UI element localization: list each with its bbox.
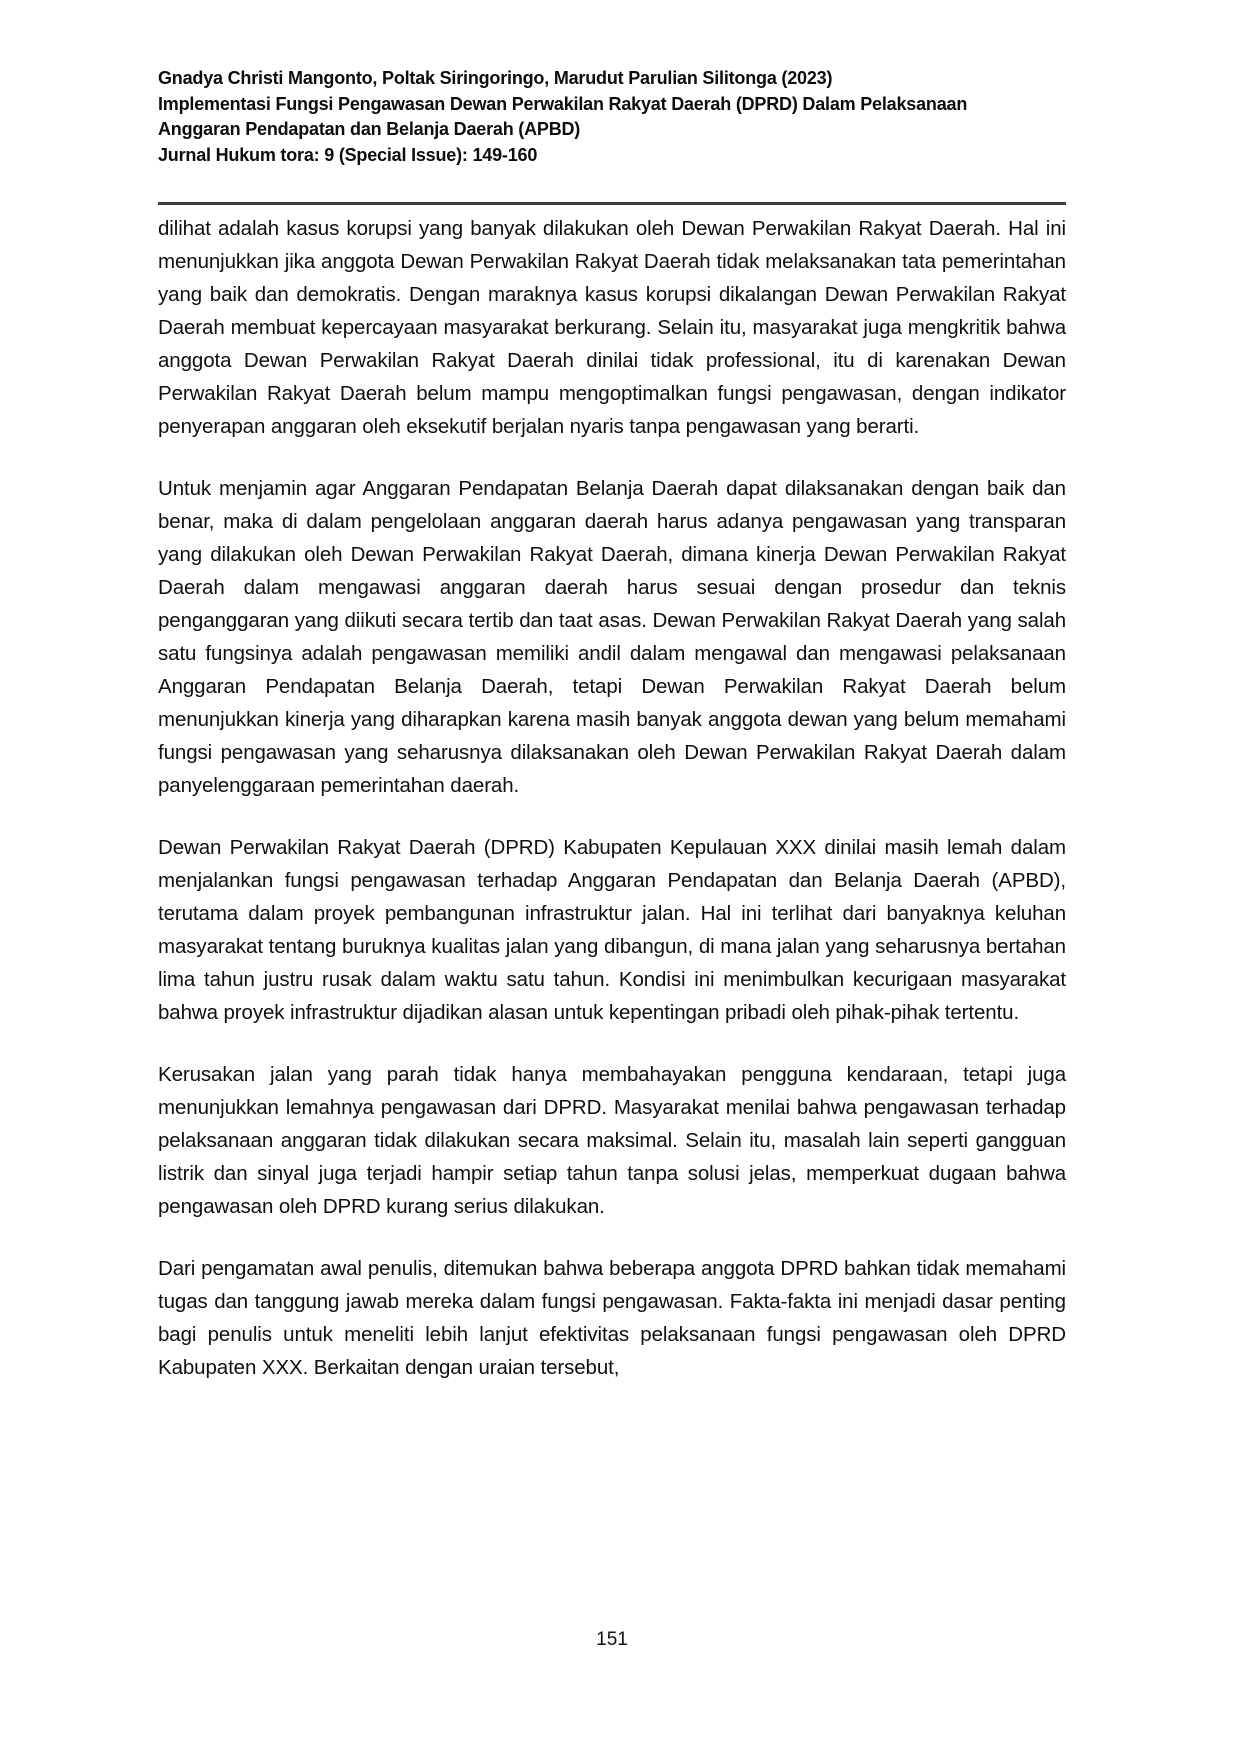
citation-header: [158, 66, 1066, 168]
paragraph-1: dilihat adalah kasus korupsi yang banyak dilakukan oleh Dewan Perwakilan Rakyat Daerah. Hal ini menunjukkan jika anggota Dewan Perwakilan Rakyat Daerah tidak melaksanakan tata pemerintahan yang baik dan demokratis. Dengan maraknya kasus korupsi dikalangan Dewan Perwakilan Rakyat Daerah membuat kepercayaan masyarakat berkurang. Selain itu, masyarakat juga mengkritik bahwa anggota Dewan Perwakilan Rakyat Daerah dinilai tidak professional, itu di karenakan Dewan Perwakilan Rakyat Daerah belum mampu mengoptimalkan fungsi pengawasan, dengan indikator penyerapan anggaran oleh eksekutif berjalan nyaris tanpa pengawasan yang berarti.: [158, 217, 1066, 438]
article-body: [158, 212, 1066, 1384]
citation-title-line-1: Implementasi Fungsi Pengawasan Dewan Perwakilan Rakyat Daerah (DPRD) Dalam Pelaksanaan: [158, 93, 968, 114]
paragraph-4: Kerusakan jalan yang parah tidak hanya membahayakan pengguna kendaraan, tetapi juga menunjukkan lemahnya pengawasan dari DPRD. Masyarakat menilai bahwa pengawasan terhadap pelaksanaan anggaran tidak dilakukan secara maksimal. Selain itu, masalah lain seperti gangguan listrik dan sinyal juga terjadi hampir setiap tahun tanpa solusi jelas, memperkuat dugaan bahwa pengawasan oleh DPRD kurang serius dilakukan.: [158, 1063, 1066, 1218]
header-divider-rule: [158, 202, 1066, 205]
paragraph-2: Untuk menjamin agar Anggaran Pendapatan Belanja Daerah dapat dilaksanakan dengan baik dan benar, maka di dalam pengelolaan anggaran daerah harus adanya pengawasan yang transparan yang dilakukan oleh Dewan Perwakilan Rakyat Daerah, dimana kinerja Dewan Perwakilan Rakyat Daerah dalam mengawasi anggaran daerah harus sesuai dengan prosedur dan teknis penganggaran yang diikuti secara tertib dan taat asas. Dewan Perwakilan Rakyat Daerah yang salah satu fungsinya adalah pengawasan memiliki andil dalam mengawal dan mengawasi pelaksanaan Anggaran Pendapatan Belanja Daerah, tetapi Dewan Perwakilan Rakyat Daerah belum menunjukkan kinerja yang diharapkan karena masih banyak anggota dewan yang belum memahami fungsi pengawasan yang seharusnya dilaksanakan oleh Dewan Perwakilan Rakyat Daerah dalam panyelenggaraan pemerintahan daerah.: [158, 477, 1066, 797]
paragraph-3: Dewan Perwakilan Rakyat Daerah (DPRD) Kabupaten Kepulauan XXX dinilai masih lemah dalam menjalankan fungsi pengawasan terhadap Anggaran Pendapatan dan Belanja Daerah (APBD), terutama dalam proyek pembangunan infrastruktur jalan. Hal ini terlihat dari banyaknya keluhan masyarakat tentang buruknya kualitas jalan yang dibangun, di mana jalan yang seharusnya bertahan lima tahun justru rusak dalam waktu satu tahun. Kondisi ini menimbulkan kecurigaan masyarakat bahwa proyek infrastruktur dijadikan alasan untuk kepentingan pribadi oleh pihak-pihak tertentu.: [158, 836, 1066, 1024]
page-content: [158, 66, 1066, 1413]
page-number: 151: [596, 1629, 628, 1650]
citation-authors: Gnadya Christi Mangonto, Poltak Siringoringo, Marudut Parulian Silitonga (2023): [158, 68, 833, 88]
citation-journal-info: Jurnal Hukum tora: 9 (Special Issue): 149-160: [158, 144, 538, 165]
paragraph-5: Dari pengamatan awal penulis, ditemukan bahwa beberapa anggota DPRD bahkan tidak memahami tugas dan tanggung jawab mereka dalam fungsi pengawasan. Fakta-fakta ini menjadi dasar penting bagi penulis untuk meneliti lebih lanjut efektivitas pelaksanaan fungsi pengawasan oleh DPRD Kabupaten XXX. Berkaitan dengan uraian tersebut,: [158, 1257, 1066, 1379]
citation-title-line-2: Anggaran Pendapatan dan Belanja Daerah (APBD): [158, 119, 581, 139]
